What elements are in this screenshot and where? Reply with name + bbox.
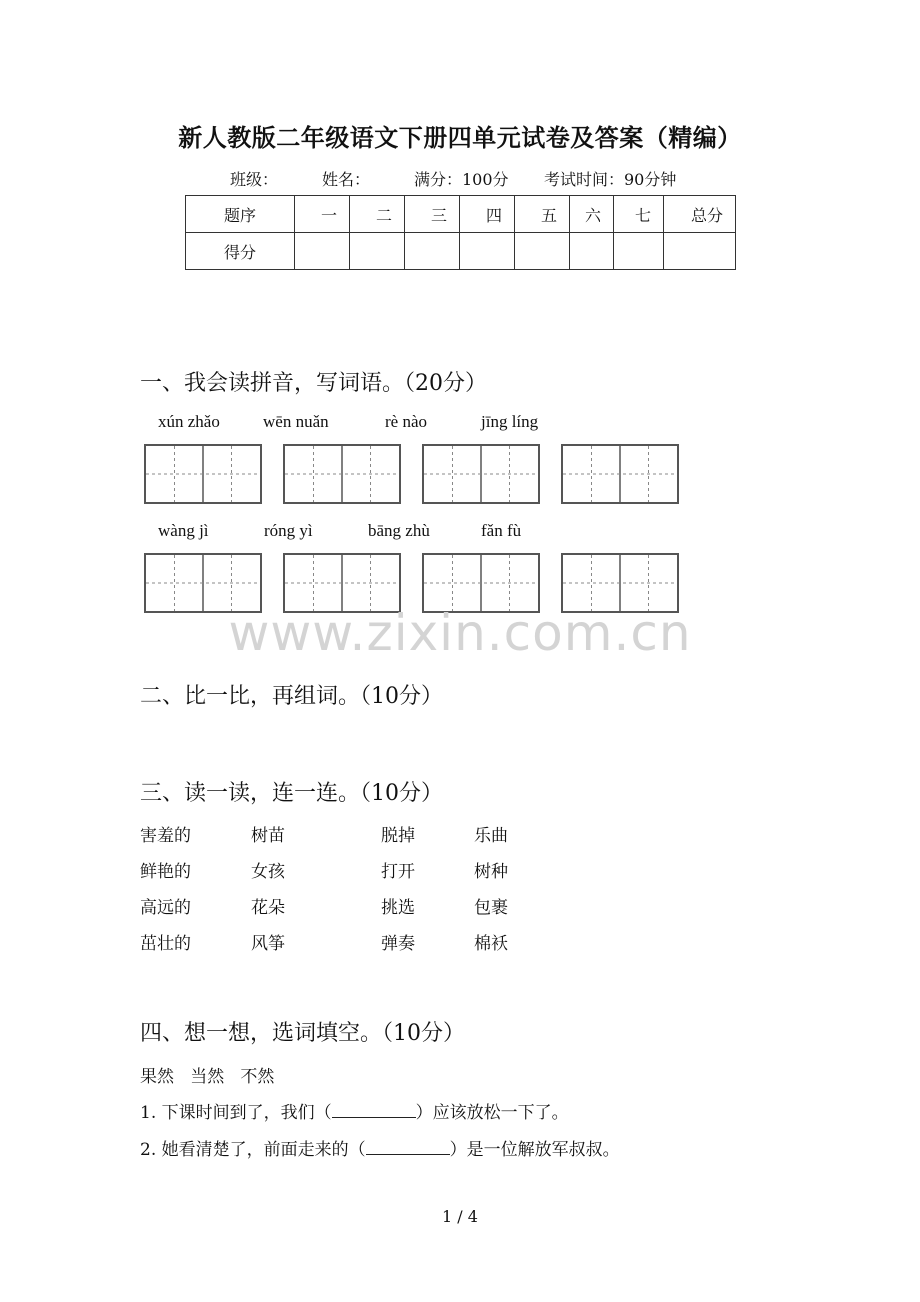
writing-grid[interactable] xyxy=(422,444,540,504)
match-word[interactable]: 花朵 xyxy=(251,898,285,918)
question-2 xyxy=(140,1135,620,1160)
match-word[interactable]: 打开 xyxy=(381,862,415,882)
class-label: 班级： xyxy=(230,170,279,189)
score-table-cell: 总分 xyxy=(664,196,736,233)
score-input-cell[interactable] xyxy=(570,233,614,270)
full-score-label: 满分：100分 xyxy=(414,170,509,189)
pinyin-label: xún zhǎo xyxy=(158,412,220,431)
page-title: 新人教版二年级语文下册四单元试卷及答案（精编） xyxy=(178,123,742,152)
name-label: 姓名： xyxy=(322,170,371,189)
match-word[interactable]: 女孩 xyxy=(251,862,285,882)
score-table xyxy=(185,195,736,270)
score-table-score-row xyxy=(186,233,736,270)
watermark: www.zixin.com.cn xyxy=(228,604,692,662)
match-word[interactable]: 脱掉 xyxy=(381,826,415,846)
answer-blank-2[interactable] xyxy=(366,1138,450,1155)
match-word[interactable]: 弹奏 xyxy=(381,934,415,954)
pinyin-label: fǎn fù xyxy=(481,521,522,540)
match-word[interactable]: 乐曲 xyxy=(474,826,508,846)
match-word[interactable]: 棉袄 xyxy=(474,934,508,954)
score-table-cell: 得分 xyxy=(186,233,295,270)
section4-heading: 四、想一想，选词填空。（10分） xyxy=(140,1021,465,1046)
answer-blank-1[interactable] xyxy=(332,1101,416,1118)
word-options: 果然 当然 不然 xyxy=(140,1067,275,1087)
section1-heading: 一、我会读拼音，写词语。（20分） xyxy=(140,371,487,396)
score-table-cell: 六 xyxy=(570,196,614,233)
score-table-cell: 一 xyxy=(295,196,350,233)
match-word[interactable]: 害羞的 xyxy=(140,826,191,846)
match-word[interactable]: 挑选 xyxy=(381,898,415,918)
writing-grid[interactable] xyxy=(283,444,401,504)
score-input-cell[interactable] xyxy=(664,233,736,270)
score-table-cell: 四 xyxy=(460,196,515,233)
section2-heading: 二、比一比，再组词。（10分） xyxy=(140,684,443,709)
writing-grid[interactable] xyxy=(144,444,262,504)
pinyin-label: jīng líng xyxy=(481,412,539,431)
match-word[interactable]: 树苗 xyxy=(251,826,285,846)
pinyin-label: rè nào xyxy=(385,412,428,431)
question-1-text-after: ）应该放松一下了。 xyxy=(415,1103,569,1123)
score-input-cell[interactable] xyxy=(614,233,664,270)
match-word[interactable]: 鲜艳的 xyxy=(140,862,191,882)
match-word[interactable]: 茁壮的 xyxy=(140,934,191,954)
match-word[interactable]: 风筝 xyxy=(251,934,285,954)
score-input-cell[interactable] xyxy=(515,233,570,270)
pinyin-label: bāng zhù xyxy=(368,521,430,540)
writing-grid[interactable] xyxy=(561,444,679,504)
question-1 xyxy=(140,1098,569,1123)
score-table-cell: 五 xyxy=(515,196,570,233)
pinyin-label: wēn nuǎn xyxy=(263,412,329,431)
question-2-text-after: ）是一位解放军叔叔。 xyxy=(449,1140,620,1160)
score-input-cell[interactable] xyxy=(295,233,350,270)
pinyin-label: róng yì xyxy=(264,521,313,540)
score-input-cell[interactable] xyxy=(350,233,405,270)
exam-time-label: 考试时间：90分钟 xyxy=(544,170,677,189)
score-table-cell: 二 xyxy=(350,196,405,233)
match-word[interactable]: 高远的 xyxy=(140,898,191,918)
question-1-text-before: 1. 下课时间到了，我们（ xyxy=(140,1103,332,1123)
score-input-cell[interactable] xyxy=(460,233,515,270)
score-table-cell: 题序 xyxy=(186,196,295,233)
page-number: 1 / 4 xyxy=(442,1207,478,1226)
score-input-cell[interactable] xyxy=(405,233,460,270)
score-table-cell: 七 xyxy=(614,196,664,233)
match-word[interactable]: 树种 xyxy=(474,862,508,882)
score-table-cell: 三 xyxy=(405,196,460,233)
section3-heading: 三、读一读，连一连。（10分） xyxy=(140,781,443,806)
score-table-header-row xyxy=(186,196,736,233)
pinyin-label: wàng jì xyxy=(158,521,209,540)
question-2-text-before: 2. 她看清楚了，前面走来的（ xyxy=(140,1140,366,1160)
match-word[interactable]: 包裹 xyxy=(474,898,508,918)
